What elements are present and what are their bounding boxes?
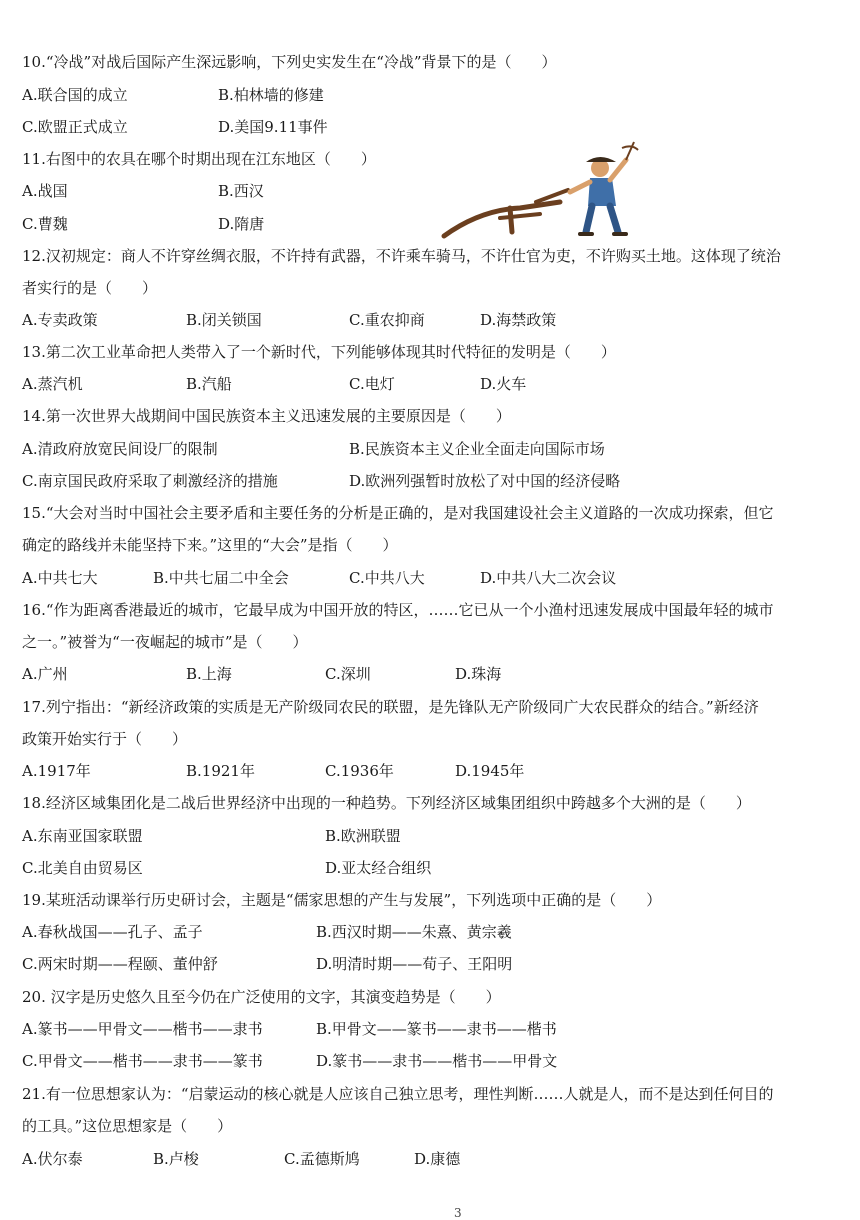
question-12-option-b[interactable]: B.闭关锁国: [186, 311, 262, 329]
question-12-stem-line-1: 12.汉初规定：商人不许穿丝绸衣服，不许持有武器，不许乘车骑马，不许仕官为吏，不许购买土地。这体现了统治: [22, 247, 781, 265]
question-16-option-c[interactable]: C.深圳: [325, 665, 371, 683]
question-14-option-d[interactable]: D.欧洲列强暂时放松了对中国的经济侵略: [349, 472, 621, 490]
question-11-option-c[interactable]: C.曹魏: [22, 215, 68, 233]
question-21-option-b[interactable]: B.卢梭: [153, 1150, 199, 1168]
question-10-option-c[interactable]: C.欧盟正式成立: [22, 118, 128, 136]
question-11-option-b[interactable]: B.西汉: [218, 182, 264, 200]
question-17-stem-line-1: 17.列宁指出：“新经济政策的实质是无产阶级同农民的联盟，是先锋队无产阶级同广大农民群众的结合。”新经济: [22, 698, 759, 716]
question-20-stem: 20. 汉字是历史悠久且至今仍在广泛使用的文字，其演变趋势是（ ）: [22, 988, 501, 1006]
question-16-option-a[interactable]: A.广州: [22, 665, 68, 683]
question-15-stem-line-2: 确定的路线并未能坚持下来。”这里的“大会”是指（ ）: [22, 536, 398, 554]
question-15-option-c[interactable]: C.中共八大: [349, 569, 425, 587]
question-11-option-d[interactable]: D.隋唐: [218, 215, 265, 233]
question-21-stem-line-2: 的工具。”这位思想家是（ ）: [22, 1117, 233, 1135]
question-18-option-a[interactable]: A.东南亚国家联盟: [22, 827, 143, 845]
question-19-option-d[interactable]: D.明清时期——荀子、王阳明: [316, 955, 513, 973]
question-18-option-b[interactable]: B.欧洲联盟: [325, 827, 401, 845]
question-16-option-d[interactable]: D.珠海: [455, 665, 502, 683]
question-15-option-a[interactable]: A.中共七大: [22, 569, 98, 587]
question-20-option-d[interactable]: D.篆书——隶书——楷书——甲骨文: [316, 1052, 558, 1070]
question-13-option-d[interactable]: D.火车: [480, 375, 527, 393]
question-15-stem-line-1: 15.“大会对当时中国社会主要矛盾和主要任务的分析是正确的，是对我国建设社会主义道路的一次成功探索，但它: [22, 504, 774, 522]
question-17-option-a[interactable]: A.1917年: [22, 762, 91, 780]
question-10-option-b[interactable]: B.柏林墙的修建: [218, 86, 324, 104]
question-15-option-d[interactable]: D.中共八大二次会议: [480, 569, 617, 587]
question-12-option-a[interactable]: A.专卖政策: [22, 311, 98, 329]
question-14-stem: 14.第一次世界大战期间中国民族资本主义迅速发展的主要原因是（ ）: [22, 407, 511, 425]
question-14-option-a[interactable]: A.清政府放宽民间设厂的限制: [22, 440, 218, 458]
question-19-option-c[interactable]: C.两宋时期——程颐、董仲舒: [22, 955, 218, 973]
question-11-option-a[interactable]: A.战国: [22, 182, 68, 200]
question-21-stem-line-1: 21.有一位思想家认为：“启蒙运动的核心就是人应该自己独立思考，理性判断……人就是人，而不是达到任何目的: [22, 1085, 774, 1103]
question-15-option-b[interactable]: B.中共七届二中全会: [153, 569, 289, 587]
question-12-option-c[interactable]: C.重农抑商: [349, 311, 425, 329]
question-21-option-d[interactable]: D.康德: [414, 1150, 461, 1168]
question-18-option-c[interactable]: C.北美自由贸易区: [22, 859, 143, 877]
question-19-stem: 19.某班活动课举行历史研讨会，主题是“儒家思想的产生与发展”，下列选项中正确的是（ ）: [22, 891, 662, 909]
question-18-option-d[interactable]: D.亚太经合组织: [325, 859, 432, 877]
question-10-stem: 10.“冷战”对战后国际产生深远影响，下列史实发生在“冷战”背景下的是（ ）: [22, 53, 557, 71]
plow-farmer-illustration: [440, 140, 640, 240]
question-17-option-b[interactable]: B.1921年: [186, 762, 255, 780]
question-16-stem-line-1: 16.“作为距离香港最近的城市，它最早成为中国开放的特区，……它已从一个小渔村迅速发展成中国最年轻的城市: [22, 601, 774, 619]
question-12-stem-line-2: 者实行的是（ ）: [22, 279, 158, 297]
question-12-option-d[interactable]: D.海禁政策: [480, 311, 557, 329]
question-17-option-c[interactable]: C.1936年: [325, 762, 394, 780]
question-17-stem-line-2: 政策开始实行于（ ）: [22, 730, 188, 748]
page-number: 3: [454, 1206, 462, 1220]
question-10-option-a[interactable]: A.联合国的成立: [22, 86, 128, 104]
question-13-option-b[interactable]: B.汽船: [186, 375, 232, 393]
question-21-option-a[interactable]: A.伏尔泰: [22, 1150, 83, 1168]
question-20-option-b[interactable]: B.甲骨文——篆书——隶书——楷书: [316, 1020, 557, 1038]
question-20-option-a[interactable]: A.篆书——甲骨文——楷书——隶书: [22, 1020, 263, 1038]
question-17-option-d[interactable]: D.1945年: [455, 762, 525, 780]
question-14-option-c[interactable]: C.南京国民政府采取了刺激经济的措施: [22, 472, 278, 490]
question-19-option-a[interactable]: A.春秋战国——孔子、孟子: [22, 923, 203, 941]
question-13-option-a[interactable]: A.蒸汽机: [22, 375, 83, 393]
question-13-stem: 13.第二次工业革命把人类带入了一个新时代，下列能够体现其时代特征的发明是（ ）: [22, 343, 616, 361]
question-16-stem-line-2: 之一。”被誉为“一夜崛起的城市”是（ ）: [22, 633, 308, 651]
question-20-option-c[interactable]: C.甲骨文——楷书——隶书——篆书: [22, 1052, 263, 1070]
question-18-stem: 18.经济区域集团化是二战后世界经济中出现的一种趋势。下列经济区域集团组织中跨越多个大洲的是（ ）: [22, 794, 751, 812]
question-21-option-c[interactable]: C.孟德斯鸠: [284, 1150, 360, 1168]
question-10-option-d[interactable]: D.美国9.11事件: [218, 118, 328, 136]
question-16-option-b[interactable]: B.上海: [186, 665, 232, 683]
question-14-option-b[interactable]: B.民族资本主义企业全面走向国际市场: [349, 440, 605, 458]
question-13-option-c[interactable]: C.电灯: [349, 375, 395, 393]
question-19-option-b[interactable]: B.西汉时期——朱熹、黄宗羲: [316, 923, 512, 941]
question-11-stem: 11.右图中的农具在哪个时期出现在江东地区（ ）: [22, 150, 376, 168]
